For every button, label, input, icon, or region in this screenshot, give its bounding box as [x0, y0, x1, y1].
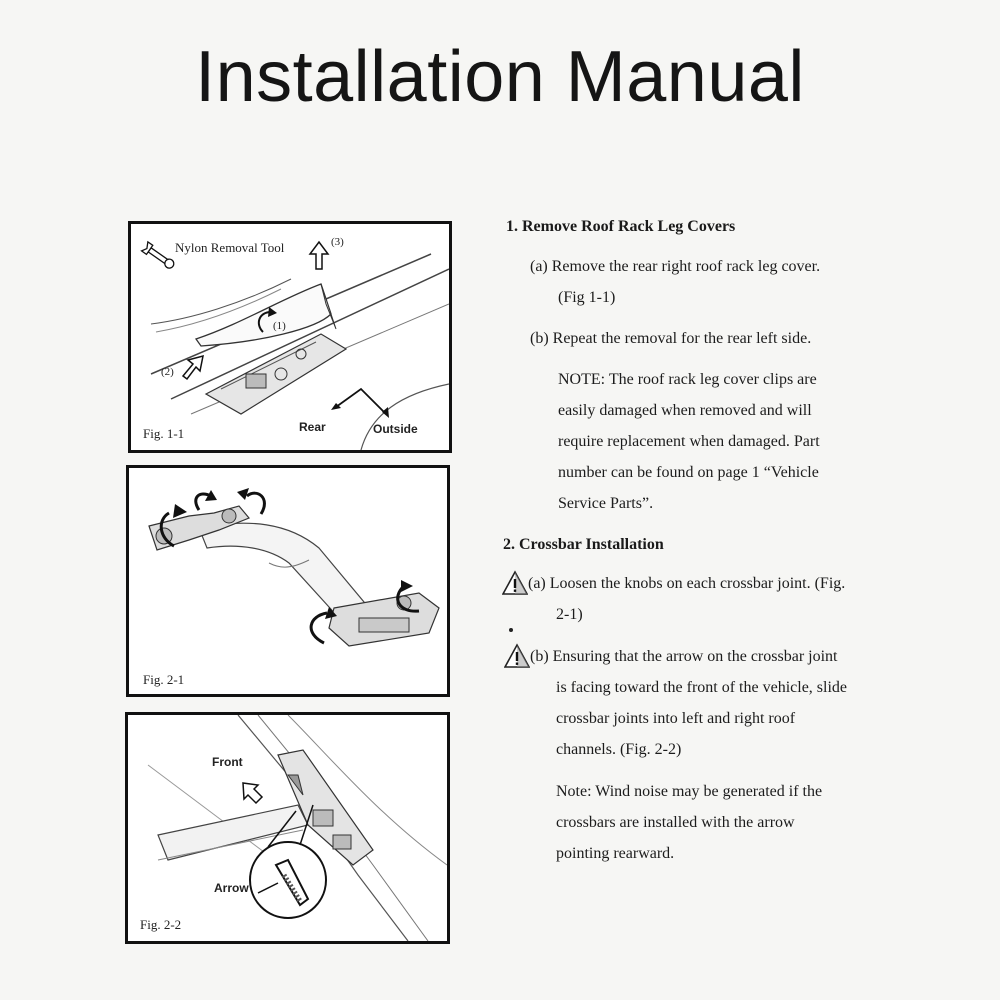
figure-2-1: [126, 465, 450, 697]
outside-label: Outside: [373, 422, 418, 436]
section-2-b-line-4: channels. (Fig. 2-2): [556, 741, 682, 758]
section-2-note-line: crossbars are installed with the arrow: [556, 814, 795, 831]
fig-1-1-label: Fig. 1-1: [143, 426, 185, 441]
section-1-note-line: NOTE: The roof rack leg cover clips are: [558, 371, 817, 388]
up-arrow-icon: [310, 242, 328, 269]
section-1-b-line-1: (b) Repeat the removal for the rear left side.: [530, 330, 812, 347]
figure-2-1-illustration: [129, 468, 447, 694]
section-2-heading: 2. Crossbar Installation: [503, 536, 664, 553]
figure-1-1-illustration: [131, 224, 449, 450]
fig-2-1-label: Fig. 2-1: [143, 672, 185, 687]
figure-2-2: [125, 712, 450, 944]
section-1-a-line-2: (Fig 1-1): [558, 289, 616, 306]
figure-1-1: [128, 221, 452, 453]
section-2-b-line-1: (b) Ensuring that the arrow on the crossbar joint: [530, 648, 838, 665]
front-label: Front: [212, 755, 243, 769]
page-title: Installation Manual: [195, 37, 805, 117]
section-2-b-line-3: crossbar joints into left and right roof: [556, 710, 796, 727]
section-1-heading: 1. Remove Roof Rack Leg Covers: [506, 218, 736, 235]
section-2-a-line-1: (a) Loosen the knobs on each crossbar joint. (Fig.: [528, 575, 846, 592]
section-1-note-line: number can be found on page 1 “Vehicle: [558, 464, 819, 481]
section-1-note-line: easily damaged when removed and will: [558, 402, 812, 419]
fig-2-2-label: Fig. 2-2: [140, 917, 182, 932]
rotate-arrow-icon: [311, 613, 327, 643]
step-3-label: (3): [331, 236, 344, 248]
front-arrow-icon: [243, 783, 262, 803]
arrow-label: Arrow: [214, 881, 249, 895]
section-1-note-line: require replacement when damaged. Part: [558, 433, 820, 450]
rear-label: Rear: [299, 420, 326, 434]
warning-triangle-icon: [502, 570, 528, 596]
rotate-arrow-icon: [247, 493, 264, 514]
wrench-icon: [142, 242, 177, 271]
warning-triangle-icon: [504, 643, 530, 669]
section-2-note-line: pointing rearward.: [556, 845, 675, 862]
step-2-label: (2): [161, 366, 174, 378]
section-1-a-line-1: (a) Remove the rear right roof rack leg cover.: [530, 258, 821, 275]
section-2-a-line-2: 2-1): [556, 606, 583, 623]
bullet-dot: [509, 628, 513, 632]
figure-2-2-illustration: [128, 715, 447, 941]
section-1-note-line: Service Parts”.: [558, 495, 654, 512]
step-1-label: (1): [273, 320, 286, 332]
section-2-b-line-2: is facing toward the front of the vehicle, slide: [556, 679, 848, 696]
nylon-removal-tool-label: Nylon Removal Tool: [175, 240, 285, 255]
section-2-note-line: Note: Wind noise may be generated if the: [556, 783, 823, 800]
